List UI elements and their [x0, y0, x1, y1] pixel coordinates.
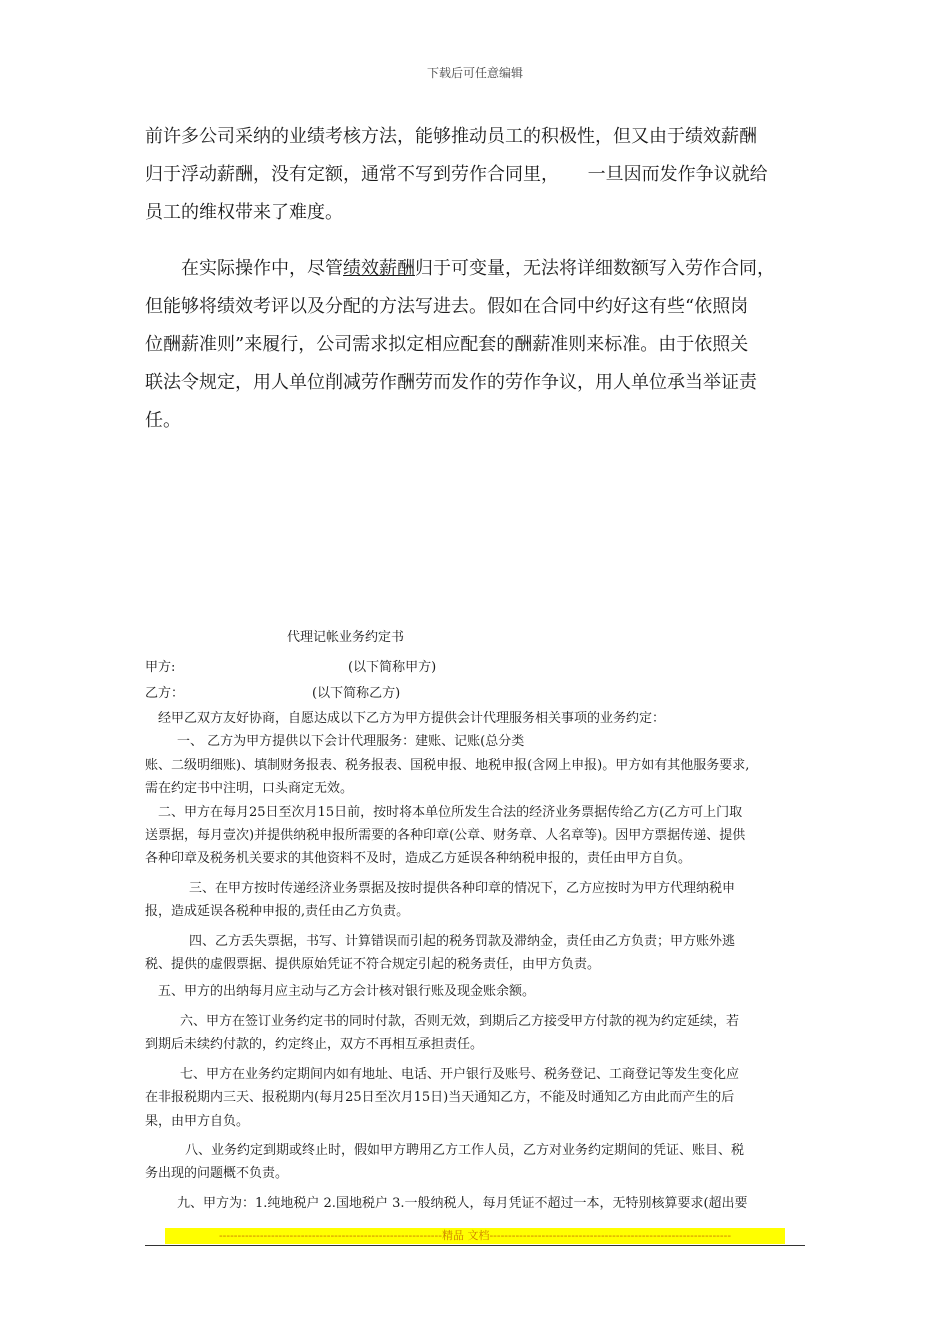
article-paragraph-1: [145, 118, 810, 232]
article-paragraph-2: [145, 250, 810, 440]
text-line: 员工的维权带来了难度。: [145, 202, 343, 223]
party-b-note: (以下简称乙方): [312, 686, 401, 701]
clause-line: 七、甲方在业务约定期间内如有地址、电话、开户银行及账号、税务登记、工商登记等发生变化应: [180, 1066, 740, 1082]
text-segment: 在实际操作中，尽管: [181, 258, 343, 279]
text-line: 归于浮动薪酬，没有定额，通常不写到劳作合同里， 一旦因而发作争议就给: [145, 164, 768, 185]
clause-line: 到期后未续约付款的，约定终止，双方不再相互承担责任。: [145, 1037, 484, 1053]
text-line: 但能够将绩效考评以及分配的方法写进去。假如在合同中约好这有些“依照岗: [145, 296, 749, 317]
clause-line: 需在约定书中注明，口头商定无效。: [145, 781, 354, 797]
footer-banner: ------------------------------------------------------------精品 文档-----------------------------------------------------------------: [165, 1228, 785, 1244]
text-segment: 归于可变量，无法将详细数额写入劳作合同，: [415, 258, 775, 279]
clause-line: 账、二级明细账)、填制财务报表、税务报表、国税申报、地税申报(含网上申报)。甲方如有其他服务要求,: [145, 757, 750, 773]
clause-line: 在非报税期内三天、报税期内(每月25日至次月15日)当天通知乙方，不能及时通知乙方由此而产生的后: [145, 1090, 735, 1106]
clause-line: 二、甲方在每月25日至次月15日前，按时将本单位所发生合法的经济业务票据传给乙方(乙方可上门取: [158, 804, 743, 820]
clause-line: 务出现的问题概不负责。: [145, 1166, 289, 1182]
footer-divider: [145, 1245, 805, 1246]
party-a-note: (以下简称甲方): [348, 660, 437, 675]
party-a-label: 甲方:: [145, 660, 176, 675]
text-line: 位酬薪准则”来履行，公司需求拟定相应配套的酬薪准则来标准。由于依照关: [145, 334, 749, 355]
contract-body: [145, 707, 815, 1215]
clause-line: 果，由甲方自负。: [145, 1113, 250, 1129]
contract-title: 代理记帐业务约定书: [287, 630, 405, 645]
text-line: 前许多公司采纳的业绩考核方法，能够推动员工的积极性，但又由于绩效薪酬: [145, 126, 757, 147]
clause-line: 三、在甲方按时传递经济业务票据及按时提供各种印章的情况下，乙方应按时为甲方代理纳税申: [189, 880, 736, 896]
clause-line: 五、甲方的出纳每月应主动与乙方会计核对银行账及现金账余额。: [158, 984, 536, 1000]
clause-line: 八、业务约定到期或终止时，假如甲方聘用乙方工作人员，乙方对业务约定期间的凭证、账目、税: [185, 1142, 745, 1158]
clause-line: 九、甲方为：1.纯地税户 2.国地税户 3.一般纳税人，每月凭证不超过一本，无特别核算要求(超出要: [177, 1195, 748, 1211]
performance-pay-link[interactable]: 绩效薪酬: [343, 258, 415, 279]
text-line: 任。: [145, 410, 181, 431]
clause-line: 四、乙方丢失票据，书写、计算错误而引起的税务罚款及滞纳金，责任由乙方负责；甲方账外逃: [189, 933, 736, 949]
clause-line: 各种印章及税务机关要求的其他资料不及时，造成乙方延误各种纳税申报的，责任由甲方自负。: [145, 851, 692, 867]
party-b-label: 乙方：: [145, 686, 185, 701]
clause-intro: 经甲乙双方友好协商，自愿达成以下乙方为甲方提供会计代理服务相关事项的业务约定：: [158, 711, 666, 726]
clause-line: 送票据，每月壹次)并提供纳税申报所需要的各种印章(公章、财务章、人名章等)。因甲方票据传递、提供: [145, 828, 746, 844]
text-line: 联法令规定，用人单位削减劳作酬劳而发作的劳作争议，用人单位承当举证责: [145, 372, 757, 393]
clause-line: 报，造成延误各税种申报的,责任由乙方负责。: [145, 904, 410, 920]
text-line: [145, 250, 810, 288]
header-note: 下载后可任意编辑: [426, 66, 523, 80]
clause-line: 一、 乙方为甲方提供以下会计代理服务：建账、记账(总分类: [177, 734, 525, 750]
clause-line: 六、甲方在签订业务约定书的同时付款，否则无效，到期后乙方接受甲方付款的视为约定延续，若: [180, 1013, 740, 1029]
clause-line: 税、提供的虚假票据、提供原始凭证不符合规定引起的税务责任，由甲方负责。: [145, 957, 601, 973]
